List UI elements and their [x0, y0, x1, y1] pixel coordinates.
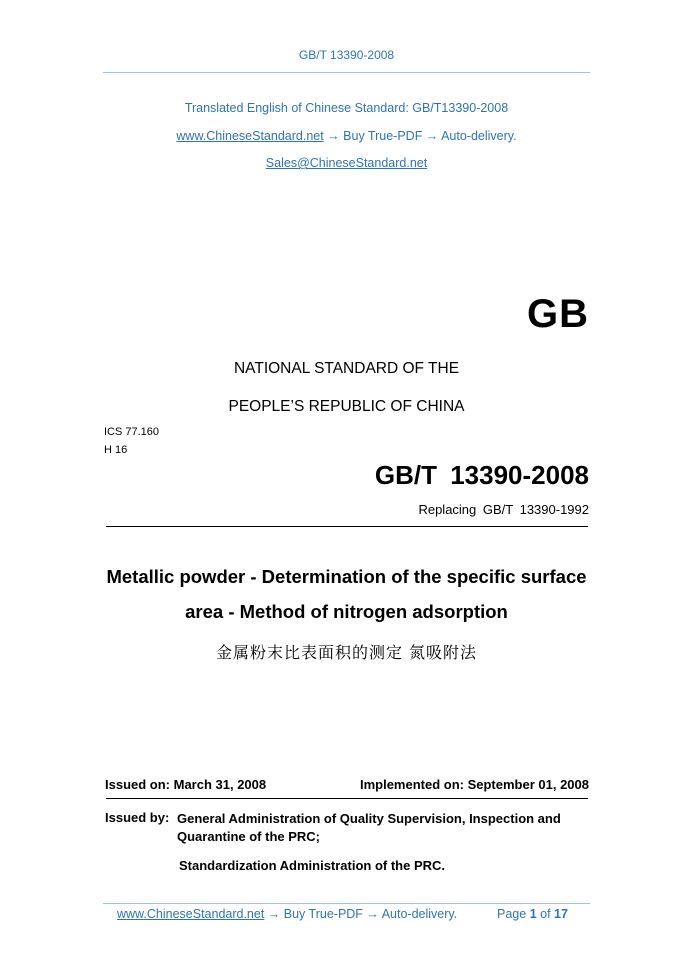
- footer-site-link[interactable]: www.ChineseStandard.net: [117, 907, 265, 921]
- ics-code: ICS 77.160: [104, 426, 160, 438]
- ccs-code: H 16: [104, 444, 128, 456]
- footer-divider: [103, 903, 590, 904]
- running-header: GB/T 13390-2008: [298, 48, 395, 62]
- promo-line-translation: Translated English of Chinese Standard: GB/T13390-2008: [184, 101, 509, 115]
- english-title-line2: area - Method of nitrogen adsorption: [185, 601, 508, 622]
- national-standard-line2: PEOPLE’S REPUBLIC OF CHINA: [228, 398, 465, 415]
- gb-mark: GB: [527, 292, 589, 336]
- footer-purchase-text: → Buy True-PDF → Auto-delivery.: [264, 907, 458, 921]
- email-link[interactable]: Sales@ChineseStandard.net: [265, 156, 428, 170]
- standard-number: GB/T 13390-2008: [374, 460, 589, 490]
- dates-divider: [106, 798, 588, 799]
- national-standard-line1: NATIONAL STANDARD OF THE: [233, 360, 460, 377]
- issued-by-authority-2: Standardization Administration of the PRC.: [179, 858, 446, 873]
- page-number: [497, 907, 568, 921]
- promo-line-email: [0, 156, 693, 170]
- purchase-text: → Buy True-PDF → Auto-delivery.: [323, 129, 517, 143]
- replacing-standard: Replacing GB/T 13390-1992: [418, 502, 589, 517]
- issued-by-authority-1: General Administration of Quality Supervision, Inspection and Quarantine of the PRC;: [177, 811, 561, 844]
- page-of: of: [540, 907, 551, 921]
- page-current: 1: [529, 907, 537, 921]
- page-total: 17: [554, 907, 568, 921]
- english-title-line1: Metallic powder - Determination of the specific surface: [106, 566, 587, 587]
- site-link[interactable]: www.ChineseStandard.net: [176, 129, 324, 143]
- chinese-title: 金属粉末比表面积的测定 氮吸附法: [215, 643, 478, 662]
- page-label: Page: [497, 907, 527, 921]
- issued-by-label: Issued by:: [105, 810, 170, 825]
- issued-on-date: Issued on: March 31, 2008: [105, 777, 267, 792]
- implemented-on-date: Implemented on: September 01, 2008: [359, 777, 589, 792]
- header-divider: [103, 72, 590, 73]
- footer-promo: [117, 907, 457, 921]
- promo-line-purchase: [0, 129, 693, 143]
- title-divider: [106, 526, 588, 527]
